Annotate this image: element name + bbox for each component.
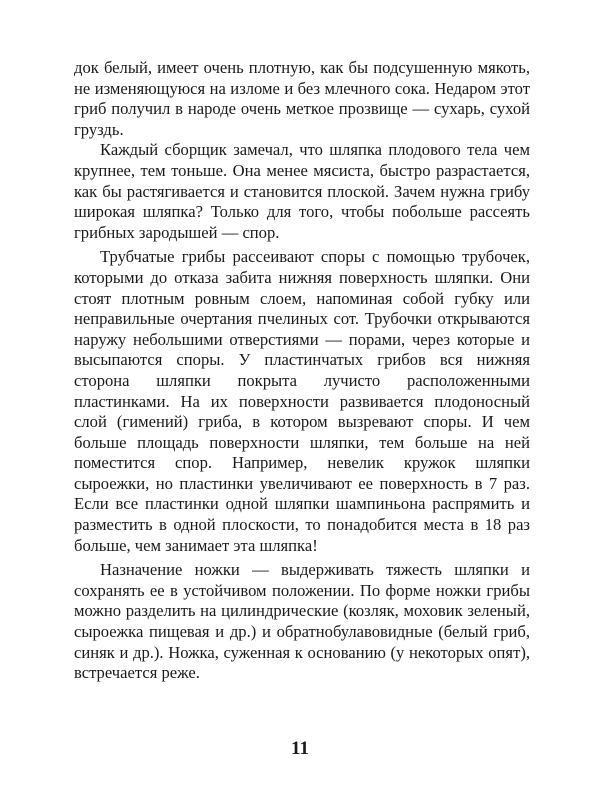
paragraph-1: док белый, имеет очень плотную, как бы подсушенную мякоть, не изменяющуюся на изломе и без млечного сока. Недаром этот гриб получил в народе очень меткое прозвище — сухарь, сухой груздь. [74,58,530,139]
paragraph-3: Трубчатые грибы рассеивают споры с помощью трубочек, которыми до отказа забита нижняя поверхность шляпки. Они стоят плотным ровным слоем, напоминая собой губку или неправильные очертания пчелиных сот. Трубочки открываются наружу небольшими отверстиями — порами, через которые и высыпаются споры. У пластинчатых грибов вся нижняя сторона шляпки покрыта лучисто расположенными пластинками. На их поверхности развивается плодоносный слой (гимений) гриба, в котором вызревают споры. И чем больше площадь поверхности шляпки, тем больше на ней поместится спор. Например, невелик кружок шляпки сыроежки, но пластинки увеличивают ее поверхность в 7 раз. Если все пластинки одной шляпки шампиньона распрямить и разместить в одной плоскости, то понадобится места в 18 раз больше, чем занимает эта шляпка! [74,247,530,555]
book-page-text [74,58,530,684]
paragraph-4: Назначение ножки — выдерживать тяжесть шляпки и сохранять ее в устойчивом положении. По форме ножки грибы можно разделить на цилиндрические (козляк, моховик зеленый, сыроежка пищевая и др.) и обратнобулавовидные (белый гриб, синяк и др.). Ножка, суженная к основанию (у некоторых опят), встречается реже. [74,560,530,683]
paragraph-2: Каждый сборщик замечал, что шляпка плодового тела чем крупнее, тем тоньше. Она менее мясиста, быстро разрастается, как бы растягивается и становится плоской. Зачем нужна грибу широкая шляпка? Только для того, чтобы побольше рассеять грибных зародышей — спор. [74,140,530,242]
page-number: 11 [291,738,309,759]
